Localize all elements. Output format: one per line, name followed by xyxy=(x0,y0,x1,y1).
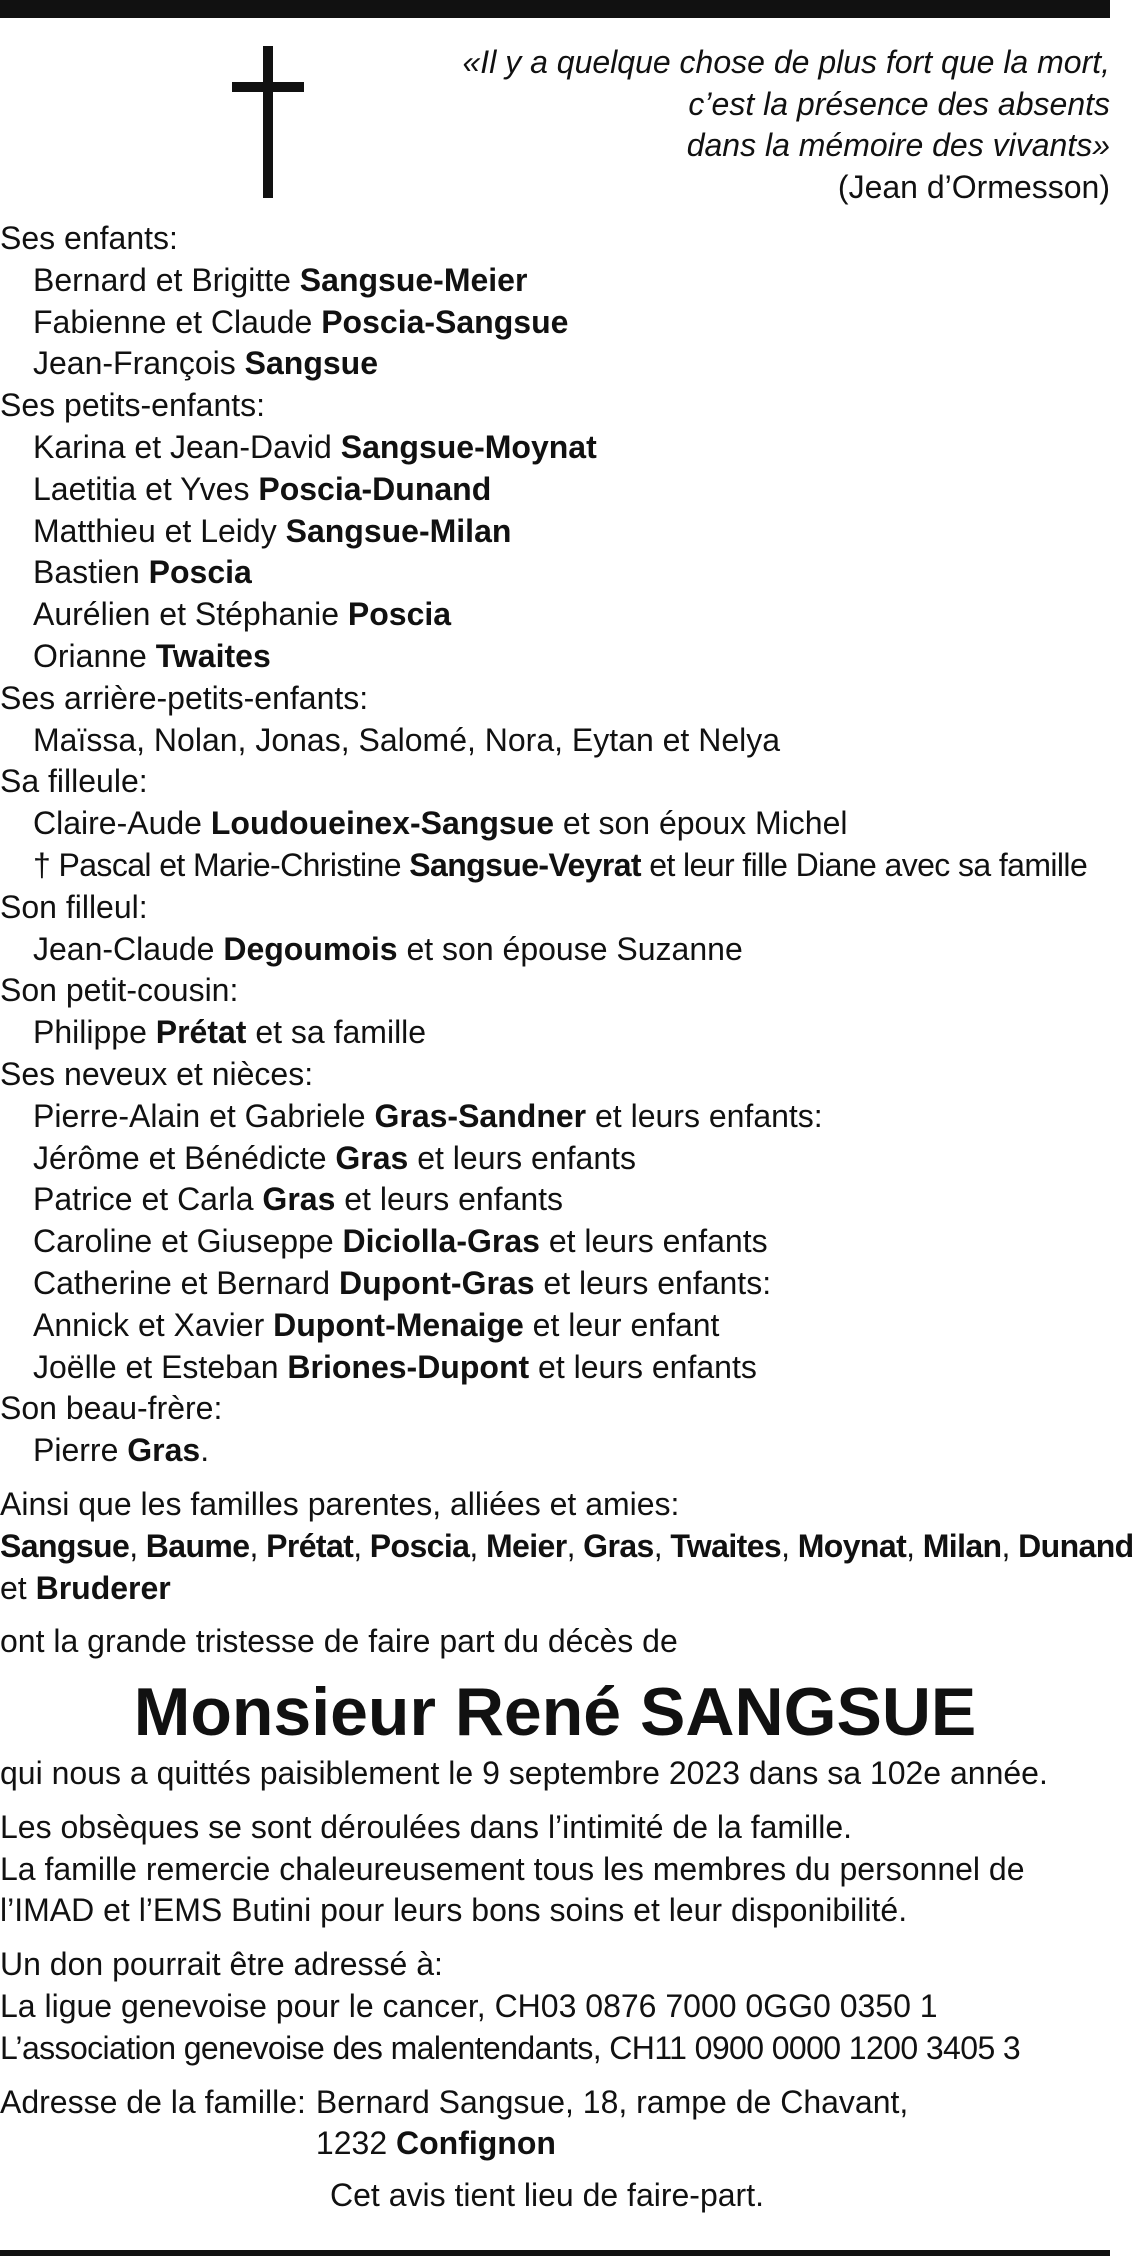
families-intro: Ainsi que les familles parentes, alliées et amies: xyxy=(0,1485,680,1522)
address-street: Bernard Sangsue, 18, rampe de Chavant, xyxy=(315,2083,909,2120)
closing-note: Cet avis tient lieu de faire-part. xyxy=(330,2177,764,2214)
family-member: Philippe Prétat et sa famille xyxy=(33,1014,427,1051)
section-heading: Son petit-cousin: xyxy=(0,972,239,1009)
section-heading: Ses neveux et nièces: xyxy=(0,1055,314,1092)
families-names: Sangsue, Baume, Prétat, Poscia, Meier, Gras, Twaites, Moynat, Milan, Dunand xyxy=(0,1527,1134,1564)
deceased-name: Monsieur René SANGSUE xyxy=(133,1674,977,1751)
family-member: Claire-Aude Loudoueinex-Sangsue et son époux Michel xyxy=(33,805,848,842)
donation-intro: Un don pourrait être adressé à: xyxy=(0,1946,443,1983)
family-member: Karina et Jean-David Sangsue-Moynat xyxy=(33,428,597,465)
quote-line: dans la mémoire des vivants» xyxy=(686,127,1110,163)
quote-line: c’est la présence des absents xyxy=(688,85,1110,122)
passing-text: qui nous a quittés paisiblement le 9 septembre 2023 dans sa 102e année. xyxy=(0,1755,1048,1792)
top-border xyxy=(0,0,1110,18)
family-member: Orianne Twaites xyxy=(33,637,271,674)
section-heading: Sa filleule: xyxy=(0,763,148,800)
family-member: Bastien Poscia xyxy=(33,554,252,591)
quote-line: «Il y a quelque chose de plus fort que la mort, xyxy=(462,44,1110,80)
cross-icon xyxy=(232,46,304,198)
family-member: Matthieu et Leidy Sangsue-Milan xyxy=(33,512,512,549)
thanks-text: La famille remercie chaleureusement tous les membres du personnel de xyxy=(0,1850,1025,1887)
quote-author: (Jean d’Ormesson) xyxy=(837,168,1110,205)
family-member: Maïssa, Nolan, Jonas, Salomé, Nora, Eytan et Nelya xyxy=(33,721,781,758)
family-member: Caroline et Giuseppe Diciolla-Gras et leurs enfants xyxy=(33,1223,768,1260)
family-member: Fabienne et Claude Poscia-Sangsue xyxy=(33,303,569,340)
family-member: Annick et Xavier Dupont-Menaige et leur enfant xyxy=(33,1306,720,1343)
family-member: † Pascal et Marie-Christine Sangsue-Veyrat et leur fille Diane avec sa famille xyxy=(33,846,1088,883)
section-heading: Ses enfants: xyxy=(0,220,178,256)
family-member: Pierre-Alain et Gabriele Gras-Sandner et leurs enfants: xyxy=(33,1097,823,1134)
family-member: Jean-François Sangsue xyxy=(33,345,379,382)
families-names-last: et Bruderer xyxy=(0,1569,171,1606)
section-heading: Ses petits-enfants: xyxy=(0,387,266,424)
thanks-text: l’IMAD et l’EMS Butini pour leurs bons soins et leur disponibilité. xyxy=(0,1892,908,1929)
family-member: Joëlle et Esteban Briones-Dupont et leurs enfants xyxy=(33,1348,757,1385)
family-member: Patrice et Carla Gras et leurs enfants xyxy=(33,1181,564,1218)
family-member: Pierre Gras. xyxy=(33,1432,210,1469)
section-heading: Son beau-frère: xyxy=(0,1390,223,1427)
funeral-text: Les obsèques se sont déroulées dans l’intimité de la famille. xyxy=(0,1808,853,1845)
address-label: Adresse de la famille: xyxy=(0,2083,306,2120)
family-member: Laetitia et Yves Poscia-Dunand xyxy=(33,470,492,507)
family-address xyxy=(0,2082,1110,2166)
donation-recipient: L’association genevoise des malentendants, CH11 0900 0000 1200 3405 3 xyxy=(0,2029,1021,2066)
family-member: Catherine et Bernard Dupont-Gras et leurs enfants: xyxy=(33,1264,772,1301)
section-heading: Ses arrière-petits-enfants: xyxy=(0,679,369,716)
epigraph-quote xyxy=(370,42,1110,208)
donation-recipient: La ligue genevoise pour le cancer, CH03 0876 7000 0GG0 0350 1 xyxy=(0,1988,938,2025)
bottom-border xyxy=(0,2250,1110,2256)
family-member: Jérôme et Bénédicte Gras et leurs enfants xyxy=(33,1139,637,1176)
address-city: 1232 Confignon xyxy=(315,2125,556,2162)
family-member: Aurélien et Stéphanie Poscia xyxy=(33,596,452,633)
obituary-body xyxy=(0,218,1134,2217)
section-heading: Son filleul: xyxy=(0,888,148,925)
family-member: Bernard et Brigitte Sangsue-Meier xyxy=(33,261,528,298)
announcement-text: ont la grande tristesse de faire part du décès de xyxy=(0,1623,678,1660)
family-member: Jean-Claude Degoumois et son épouse Suzanne xyxy=(33,930,743,967)
